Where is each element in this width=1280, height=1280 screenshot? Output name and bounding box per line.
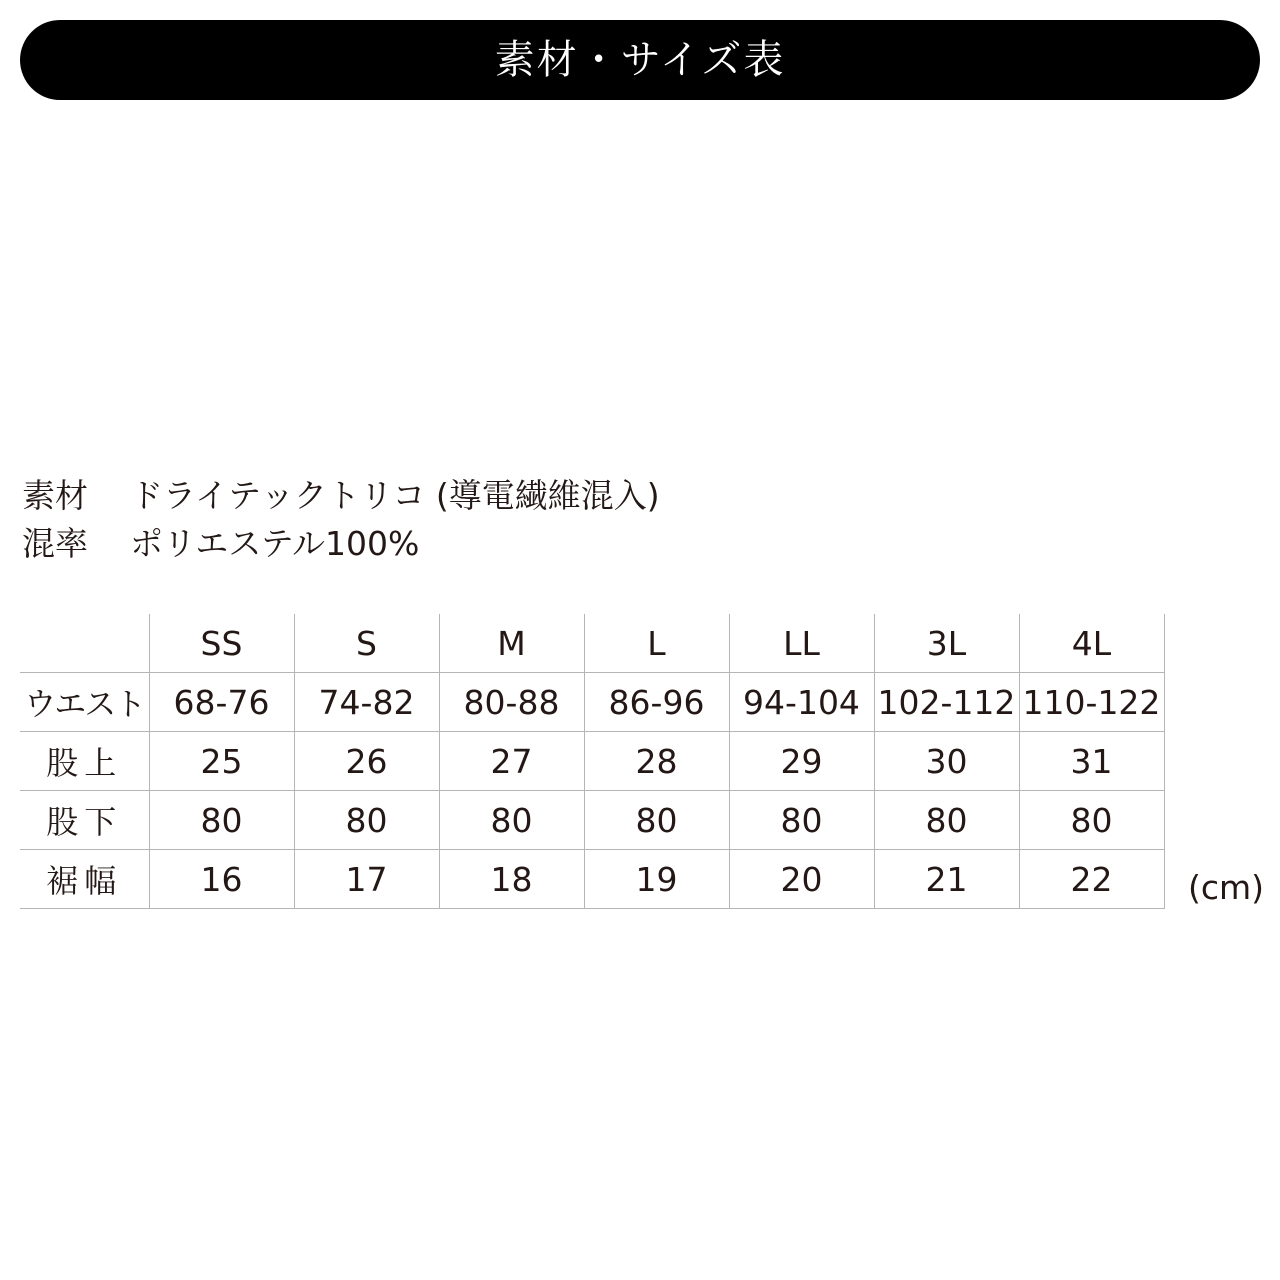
table-cell: 80 [584, 791, 729, 850]
blend-label: 混率 [22, 524, 88, 563]
table-cell: 80 [874, 791, 1019, 850]
table-cell: 30 [874, 732, 1019, 791]
table-cell: 28 [584, 732, 729, 791]
row-label-rise: 股上 [20, 732, 149, 791]
blend-value: ポリエステル100% [130, 524, 420, 563]
table-cell: 16 [149, 850, 294, 909]
table-cell: 29 [729, 732, 874, 791]
size-table [20, 614, 1165, 909]
table-cell: 94-104 [729, 673, 874, 732]
material-label: 素材 [22, 476, 88, 515]
table-cell: 80 [149, 791, 294, 850]
row-label-inseam: 股下 [20, 791, 149, 850]
page-title: 素材・サイズ表 [494, 37, 786, 83]
table-cell: 80 [439, 791, 584, 850]
table-cell: 21 [874, 850, 1019, 909]
table-cell: 80 [294, 791, 439, 850]
table-cell: 31 [1019, 732, 1164, 791]
table-row [20, 732, 1164, 791]
table-cell: 25 [149, 732, 294, 791]
size-header: L [584, 614, 729, 673]
material-value: ドライテックトリコ (導電繊維混入) [130, 476, 660, 515]
size-header: SS [149, 614, 294, 673]
row-label-hem-width: 裾幅 [20, 850, 149, 909]
table-cell: 68-76 [149, 673, 294, 732]
unit-label: (cm) [1188, 868, 1265, 907]
table-cell: 86-96 [584, 673, 729, 732]
table-cell: 80 [1019, 791, 1164, 850]
table-cell: 102-112 [874, 673, 1019, 732]
table-corner-cell [20, 614, 149, 673]
table-cell: 19 [584, 850, 729, 909]
table-row [20, 850, 1164, 909]
table-row [20, 673, 1164, 732]
table-cell: 20 [729, 850, 874, 909]
title-bar [20, 20, 1260, 100]
table-cell: 80 [729, 791, 874, 850]
row-label-waist: ウエスト [20, 673, 149, 732]
table-cell: 22 [1019, 850, 1164, 909]
material-row [22, 472, 660, 520]
table-cell: 80-88 [439, 673, 584, 732]
size-header: 3L [874, 614, 1019, 673]
size-header: LL [729, 614, 874, 673]
table-header-row [20, 614, 1164, 673]
size-header: S [294, 614, 439, 673]
size-header: 4L [1019, 614, 1164, 673]
table-cell: 17 [294, 850, 439, 909]
table-cell: 26 [294, 732, 439, 791]
table-cell: 74-82 [294, 673, 439, 732]
table-cell: 110-122 [1019, 673, 1164, 732]
size-header: M [439, 614, 584, 673]
material-spec [22, 472, 660, 568]
blend-row [22, 520, 660, 568]
table-cell: 27 [439, 732, 584, 791]
table-row [20, 791, 1164, 850]
table-cell: 18 [439, 850, 584, 909]
